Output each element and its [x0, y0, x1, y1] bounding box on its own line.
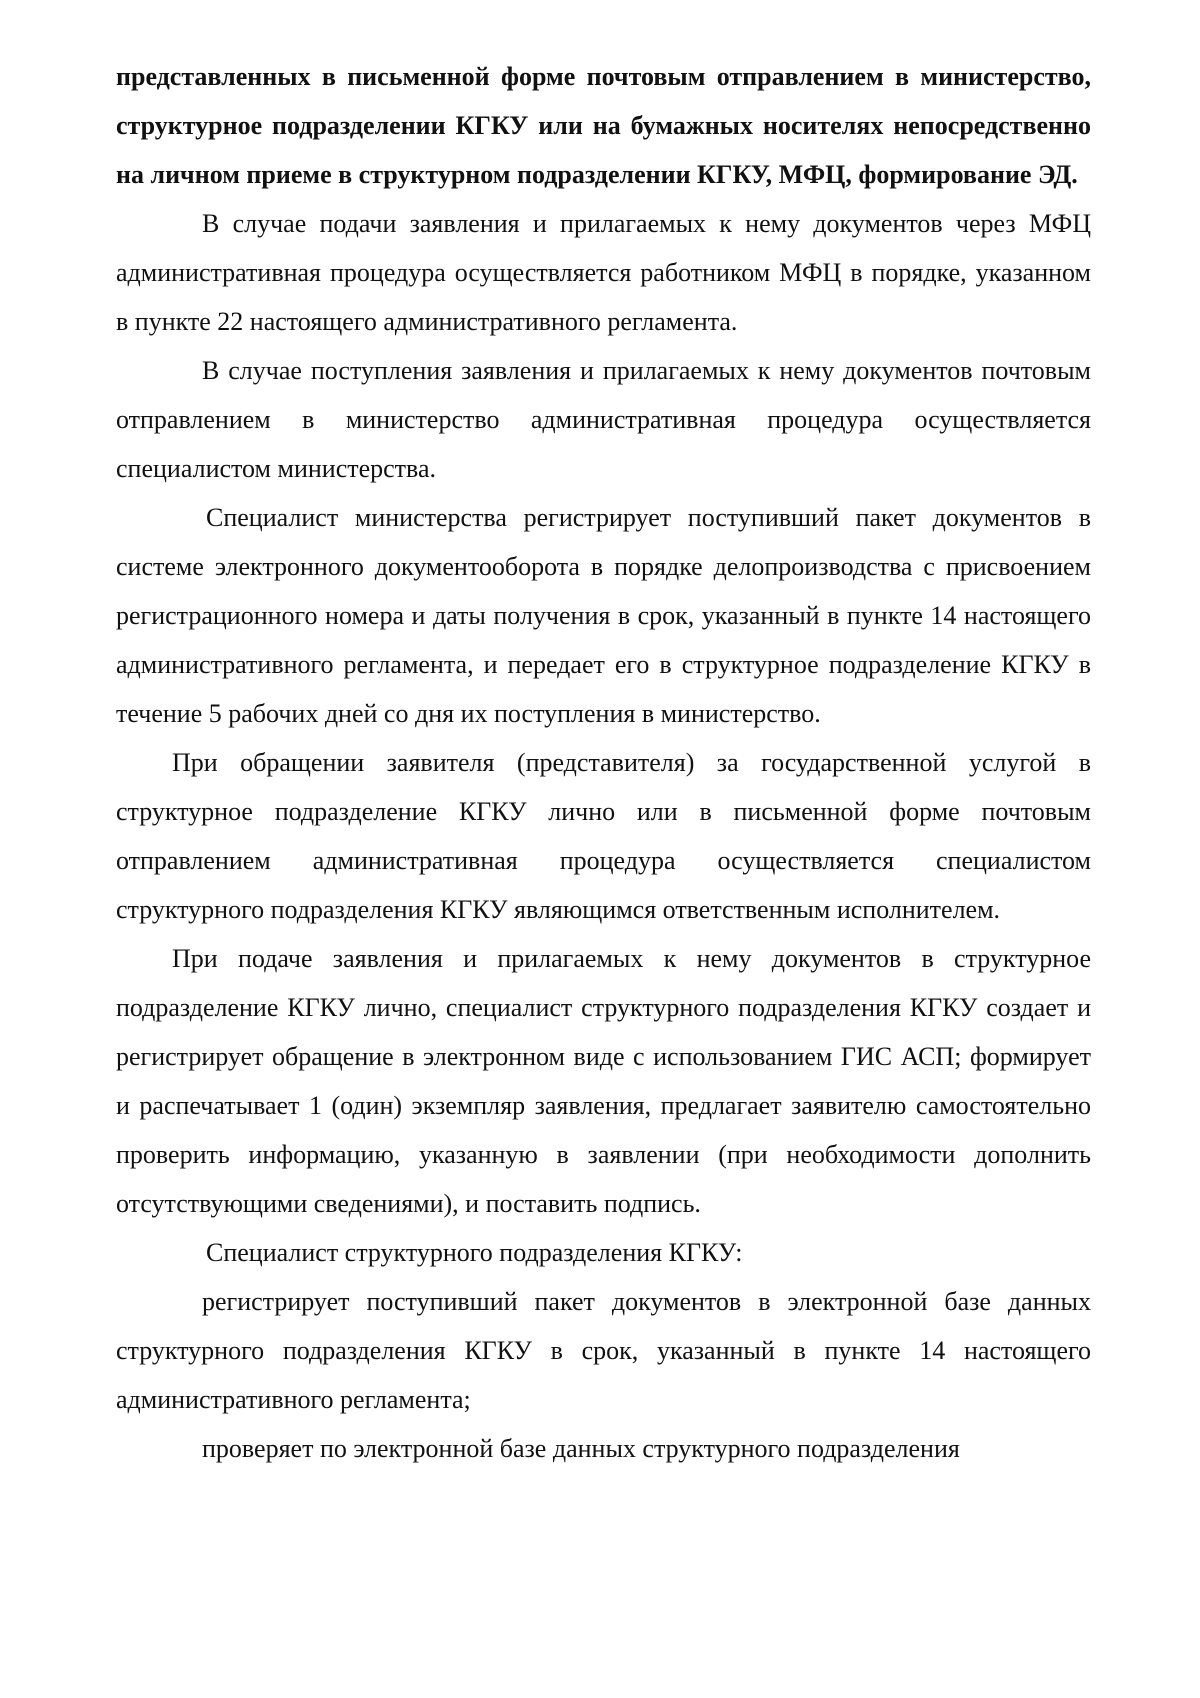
paragraph-registers: регистрирует поступивший пакет документов в электронной базе данных структурного подразделения КГКУ в срок, указанный в пункте 14 настоящего административного регламента; — [116, 1287, 1091, 1414]
paragraph-checks: проверяет по электронной базе данных структурного подразделения — [202, 1434, 960, 1463]
paragraph-kgku-specialist: Специалист структурного подразделения КГКУ: — [206, 1238, 743, 1267]
paragraph-heading-continuation: представленных в письменной форме почтовым отправлением в министерство, структурное подразделении КГКУ или на бумажных носителях непосредственно на личном приеме в структурном подразделении КГКУ, МФЦ, формирование ЭД. — [116, 62, 1091, 189]
paragraph-mfc: В случае подачи заявления и прилагаемых к нему документов через МФЦ административная процедура осуществляется работником МФЦ в порядке, указанном в пункте 22 настоящего административного регламента. — [116, 209, 1091, 336]
paragraph-ministry-specialist: Специалист министерства регистрирует поступивший пакет документов в системе электронного документооборота в порядке делопроизводства с присвоением регистрационного номера и даты получения в срок, указанный в пункте 14 настоящего административного регламента, и передает его в структурное подразделение КГКУ в течение 5 рабочих дней со дня их поступления в министерство. — [116, 503, 1091, 728]
paragraph-postal: В случае поступления заявления и прилагаемых к нему документов почтовым отправлением в министерство административная процедура осуществляется специалистом министерства. — [116, 356, 1091, 483]
paragraph-applicant-appeal: При обращении заявителя (представителя) за государственной услугой в структурное подразделение КГКУ лично или в письменной форме почтовым отправлением административная процедура осуществляется специалистом структурного подразделения КГКУ являющимся ответственным исполнителем. — [116, 748, 1091, 924]
document-page — [116, 52, 1091, 1473]
paragraph-in-person: При подаче заявления и прилагаемых к нему документов в структурное подразделение КГКУ лично, специалист структурного подразделения КГКУ создает и регистрирует обращение в электронном виде с использованием ГИС АСП; формирует и распечатывает 1 (один) экземпляр заявления, предлагает заявителю самостоятельно проверить информацию, указанную в заявлении (при необходимости дополнить отсутствующими сведениями), и поставить подпись. — [116, 944, 1091, 1218]
